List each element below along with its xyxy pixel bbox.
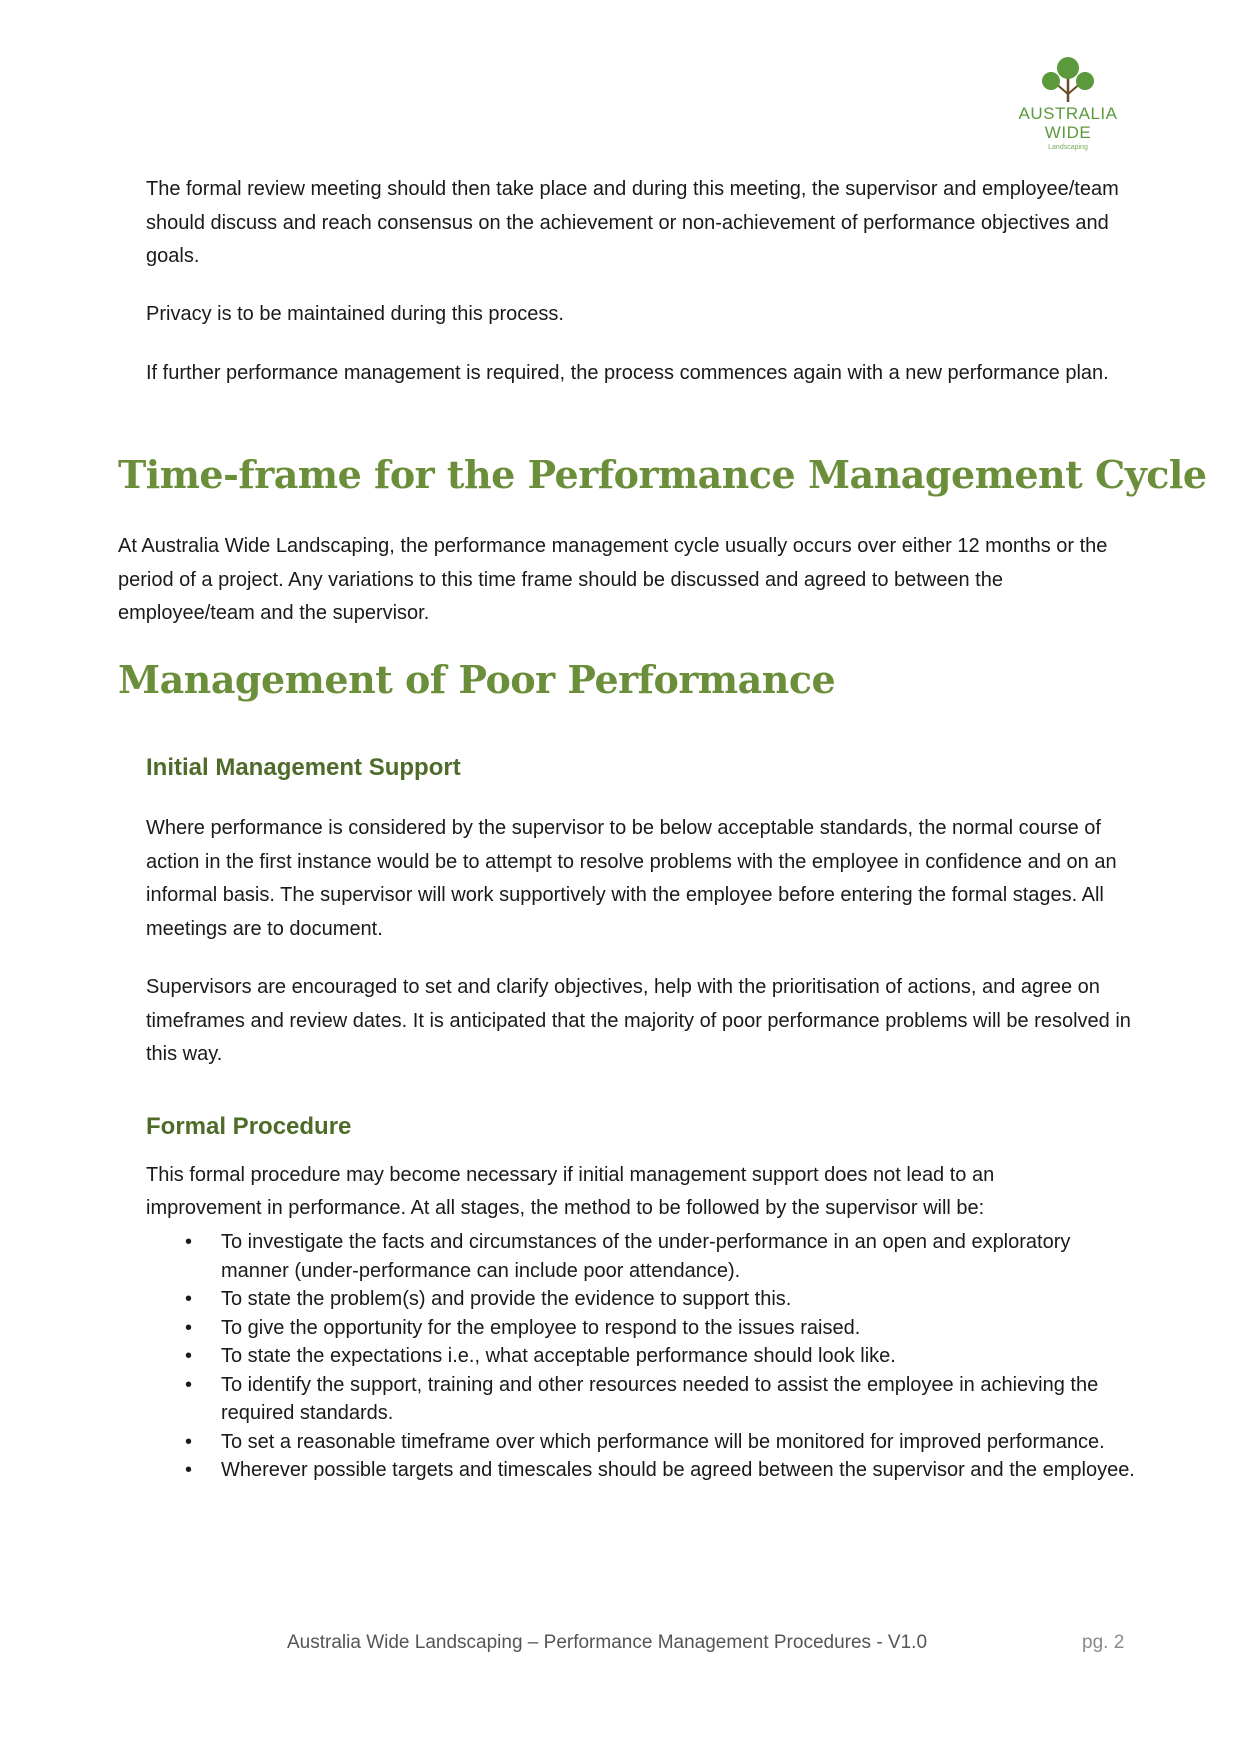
bullet-icon: •	[185, 1430, 193, 1453]
bullet-icon: •	[185, 1316, 193, 1339]
list-item-text: To give the opportunity for the employee to respond to the issues raised.	[221, 1316, 861, 1339]
list-item-text: Wherever possible targets and timescales should be agreed between the supervisor and the employee.	[221, 1459, 1135, 1481]
formal-paragraph: This formal procedure may become necessary if initial management support does not lead to an improvement in performance. At all stages, the method to be followed by the supervisor will be:	[146, 1164, 995, 1219]
bullet-icon: •	[185, 1345, 193, 1367]
heading-poor-performance: Management of Poor Performance	[118, 657, 836, 702]
bullet-icon: •	[185, 1231, 193, 1253]
list-item-text: To set a reasonable timeframe over which performance will be monitored for improved performance.	[221, 1430, 1105, 1453]
formal-procedure-list	[146, 1228, 1136, 1485]
bullet-icon: •	[185, 1288, 193, 1310]
list-item	[146, 1371, 1136, 1428]
initial-paragraph-1: Where performance is considered by the supervisor to be below acceptable standards, the normal course of action in the first instance would be to attempt to resolve problems with the employee in confidence and on an informal basis. The supervisor will work supportively with the employee before entering the formal stages. All meetings are to document.	[146, 817, 1117, 940]
list-item	[146, 1456, 1136, 1485]
footer-document-title: Australia Wide Landscaping – Performance Management Procedures - V1.0	[287, 1632, 928, 1653]
heading-initial-support: Initial Management Support	[146, 754, 461, 781]
list-item-text: To investigate the facts and circumstances of the under-performance in an open and exploratory manner (under-performance can include poor attendance).	[221, 1231, 1071, 1282]
tree-icon	[1038, 56, 1098, 104]
intro-paragraph-further: If further performance management is required, the process commences again with a new performance plan.	[146, 362, 1109, 384]
list-item-text: To identify the support, training and other resources needed to assist the employee in achieving the required standards.	[221, 1373, 1099, 1424]
footer-page-number: pg. 2	[1082, 1632, 1125, 1653]
logo-text-line2: WIDE	[1044, 123, 1092, 142]
list-item	[146, 1428, 1136, 1457]
bullet-icon: •	[185, 1459, 193, 1481]
heading-timeframe: Time-frame for the Performance Management Cycle	[118, 452, 1207, 497]
bullet-icon: •	[185, 1373, 193, 1396]
heading-formal-procedure: Formal Procedure	[146, 1113, 352, 1140]
logo-subtext: Landscaping	[1048, 144, 1088, 151]
initial-paragraph-2: Supervisors are encouraged to set and clarify objectives, help with the prioritisation of actions, and agree on timeframes and review dates. It is anticipated that the majority of poor performance problems will be resolved in this way.	[146, 976, 1131, 1065]
list-item	[146, 1228, 1136, 1285]
company-logo	[1008, 56, 1128, 154]
list-item	[146, 1342, 1136, 1371]
list-item	[146, 1285, 1136, 1314]
list-item-text: To state the problem(s) and provide the evidence to support this.	[221, 1288, 792, 1310]
list-item-text: To state the expectations i.e., what acceptable performance should look like.	[221, 1345, 896, 1367]
intro-paragraph-review: The formal review meeting should then take place and during this meeting, the supervisor and employee/team should discuss and reach consensus on the achievement or non-achievement of performance objectives and goals.	[146, 178, 1119, 267]
timeframe-paragraph: At Australia Wide Landscaping, the performance management cycle usually occurs over either 12 months or the period of a project. Any variations to this time frame should be discussed and agreed to between the employee/team and the supervisor.	[118, 535, 1108, 624]
logo-text-line1: AUSTRALIA	[1018, 104, 1118, 123]
list-item	[146, 1314, 1136, 1343]
intro-paragraph-privacy: Privacy is to be maintained during this process.	[146, 303, 564, 325]
